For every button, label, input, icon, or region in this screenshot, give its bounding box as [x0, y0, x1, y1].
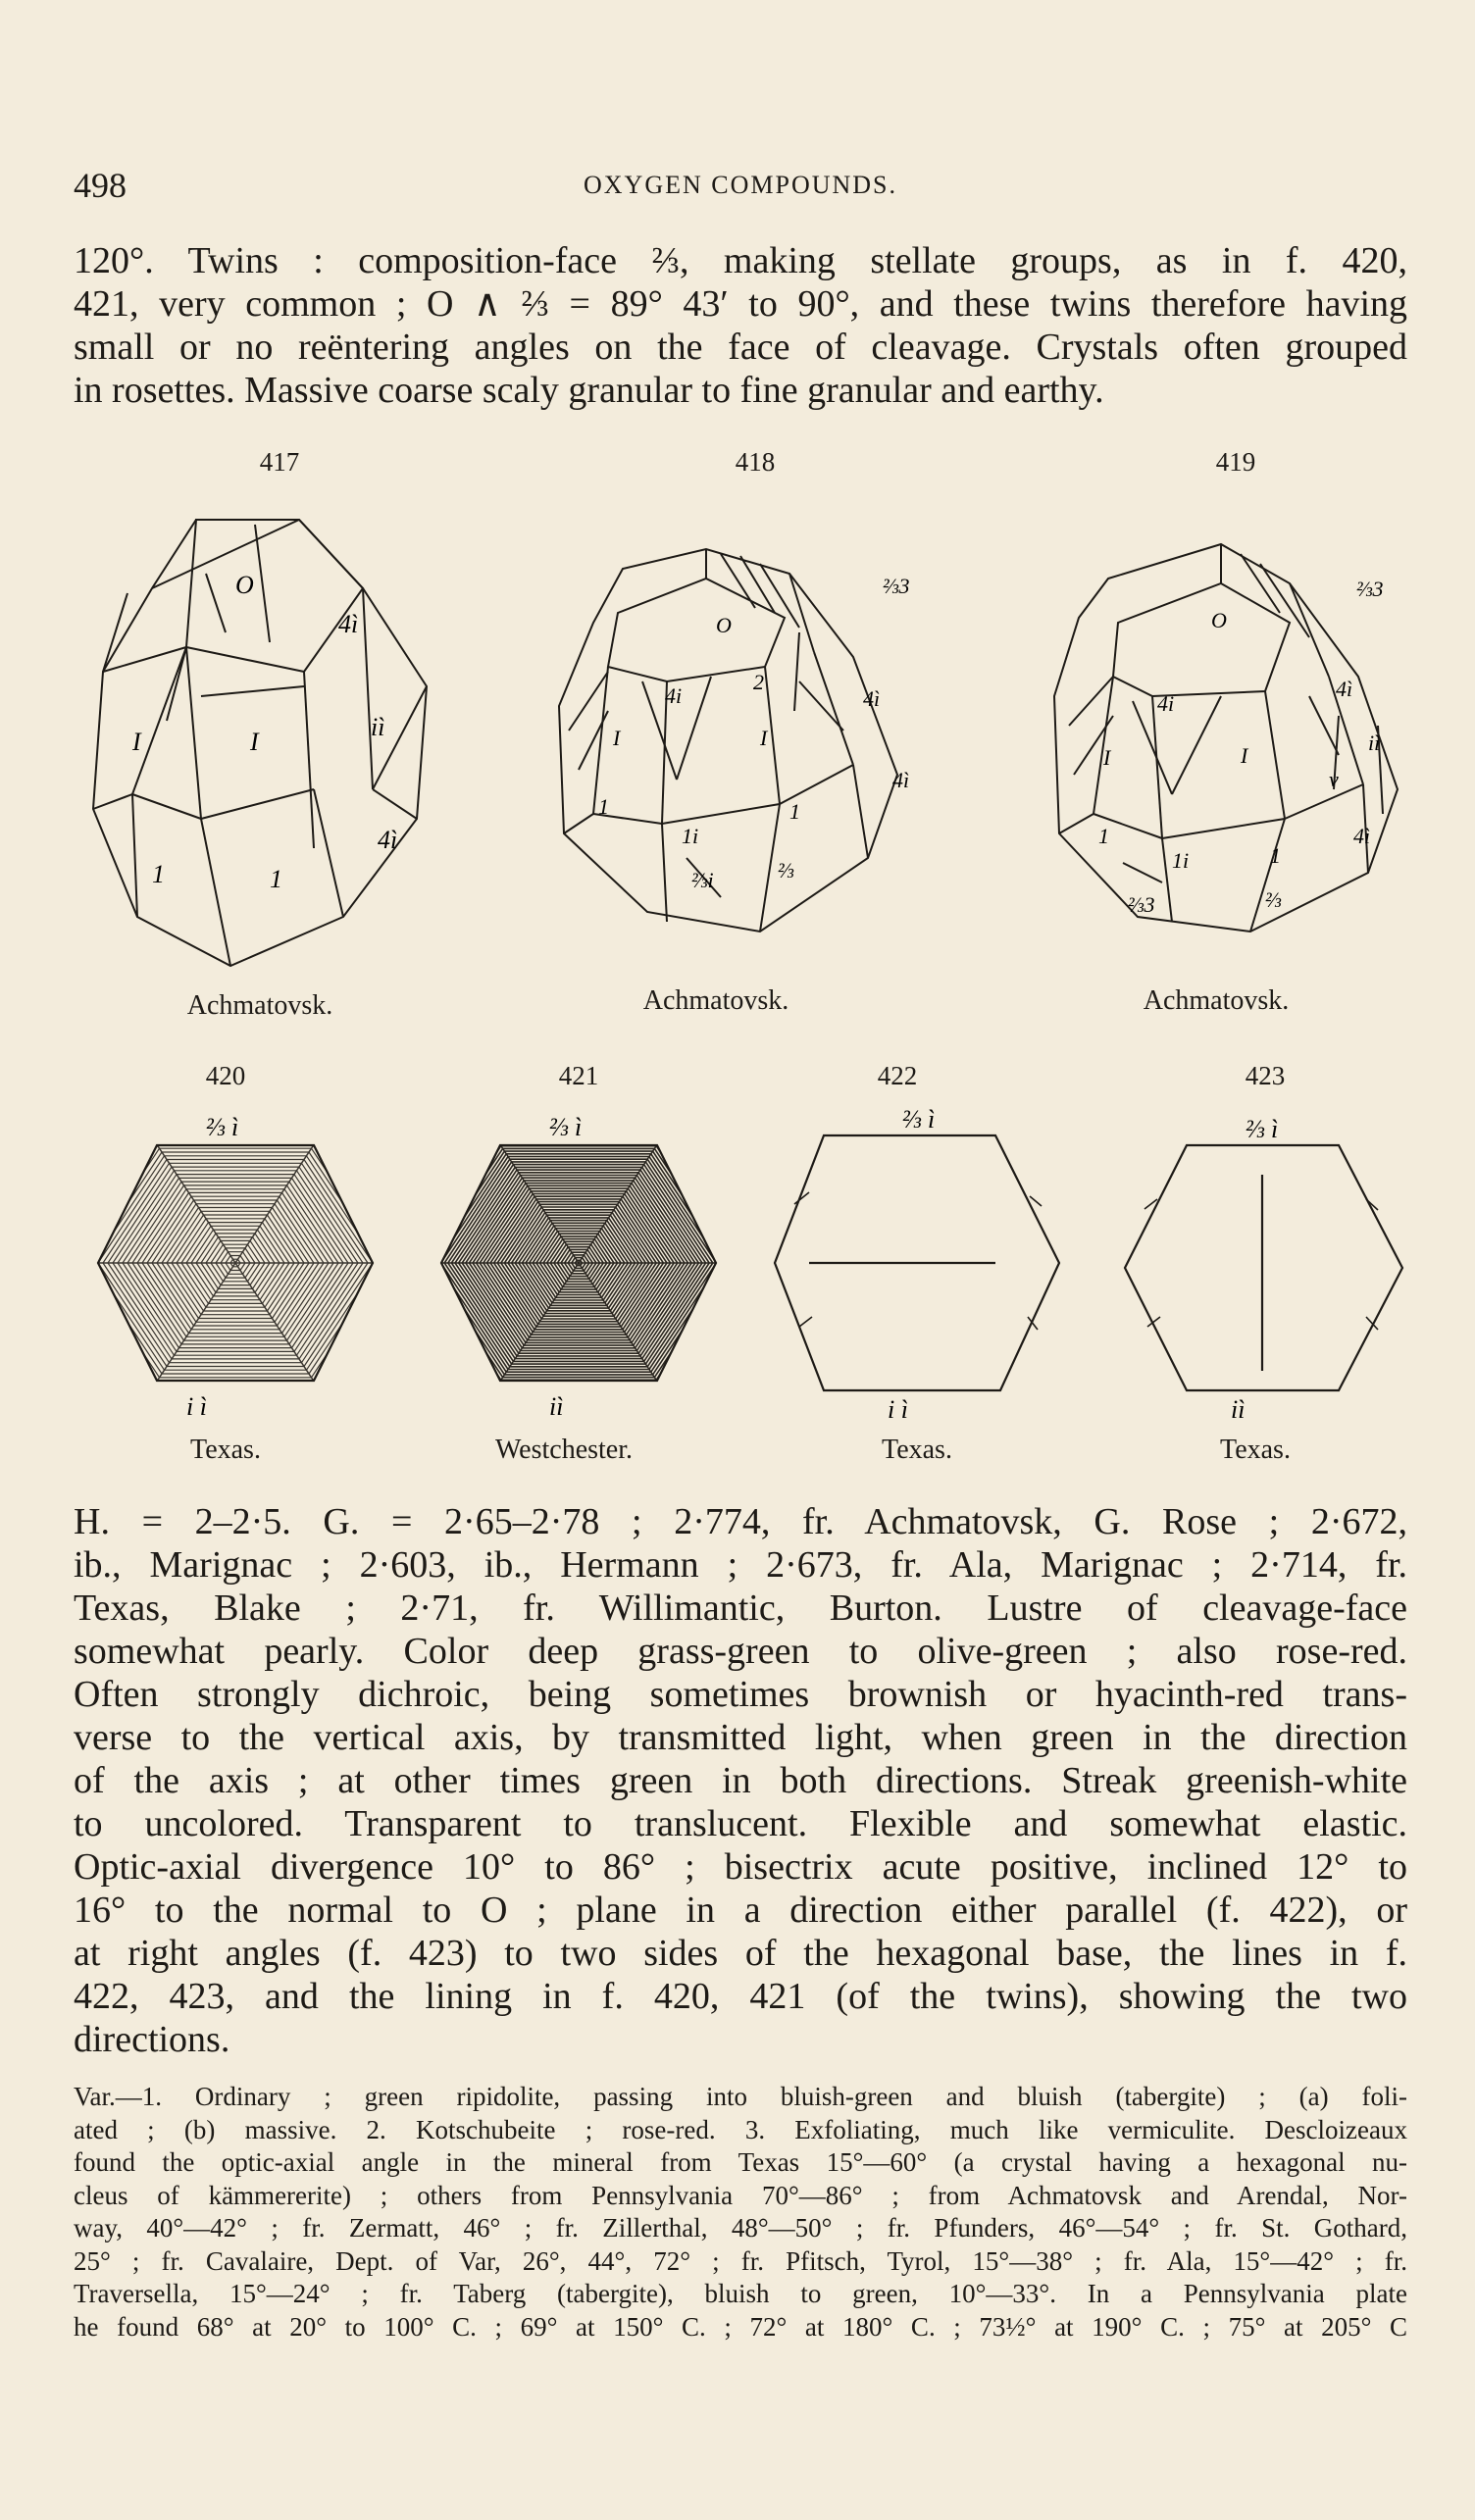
text-line: 120°. Twins : composition-face ⅔, making stellate groups, as in f. 420,: [74, 240, 1407, 281]
figure-caption: Achmatovsk.: [1143, 985, 1290, 1016]
face-label: 4ì: [378, 826, 398, 854]
face-label: I: [1103, 745, 1111, 770]
text-line: ated ; (b) massive. 2. Kotschubeite ; rose-red. 3. Exfoliating, much like vermiculite. Descloizeaux: [74, 2114, 1407, 2144]
face-label: iì: [371, 713, 385, 741]
face-label: 1: [1270, 843, 1281, 868]
face-label: 1: [270, 865, 282, 893]
figure-418-crystal: [549, 534, 912, 936]
face-label: ⅔: [778, 858, 794, 882]
main-paragraph: [74, 1500, 1407, 2061]
text-line: of the axis ; at other times green in both directions. Streak greenish-white: [74, 1760, 1407, 1801]
face-label: ⅔ ì: [206, 1113, 239, 1141]
text-line: found the optic-axial angle in the mineral from Texas 15°—60° (a crystal having a hexagonal nu-: [74, 2147, 1407, 2177]
face-label: 4ì: [892, 768, 910, 792]
face-label: O: [235, 571, 254, 599]
text-line: verse to the vertical axis, by transmitted light, when green in the direction: [74, 1717, 1407, 1758]
face-label: I: [760, 726, 768, 750]
face-label: iì: [1368, 731, 1381, 755]
figure-number: 417: [259, 447, 300, 477]
text-line: 25° ; fr. Cavalaire, Dept. of Var, 26°, 44°, 72° ; fr. Pfitsch, Tyrol, 15°—38° ; fr. Ala, 15°—42° ; fr.: [74, 2245, 1407, 2276]
face-label: 4ì: [1353, 824, 1371, 848]
figure-417-crystal: [78, 495, 441, 976]
text-line: he found 68° at 20° to 100° C. ; 69° at 150° C. ; 72° at 180° C. ; 73½° at 190° C. ; 75° at 205° C: [74, 2311, 1407, 2342]
text-line: H. = 2–2·5. G. = 2·65–2·78 ; 2·774, fr. Achmatovsk, G. Rose ; 2·672,: [74, 1501, 1407, 1542]
face-label: 2: [753, 670, 764, 694]
text-line: to uncolored. Transparent to translucent. Flexible and somewhat elastic.: [74, 1803, 1407, 1844]
face-label: 4ì: [863, 686, 881, 711]
face-label: ⅔i: [691, 868, 714, 892]
text-line: at right angles (f. 423) to two sides of the hexagonal base, the lines in f.: [74, 1933, 1407, 1974]
text-line: Optic-axial divergence 10° to 86° ; bisectrix acute positive, inclined 12° to: [74, 1846, 1407, 1888]
figure-number: 420: [205, 1061, 246, 1090]
text-line: small or no reëntering angles on the face of cleavage. Crystals often grouped: [74, 327, 1407, 368]
figure-421-twin-plate: [422, 1106, 736, 1430]
varieties-paragraph: [74, 2081, 1407, 2344]
text-line: 421, very common ; O ∧ ⅔ = 89° 43′ to 90°, and these twins therefore having: [74, 283, 1407, 325]
text-line: 422, 423, and the lining in f. 420, 421 (of the twins), showing the two: [74, 1976, 1407, 2017]
text-line: Often strongly dichroic, being sometimes brownish or hyacinth-red trans-: [74, 1674, 1407, 1715]
figure-caption: Texas.: [882, 1435, 952, 1465]
face-label: 1: [789, 799, 800, 824]
face-label: v: [1329, 767, 1339, 791]
face-label: 1i: [1172, 848, 1190, 873]
face-label: iì: [549, 1392, 564, 1421]
page-header: [74, 165, 1407, 204]
face-label: O: [1211, 608, 1227, 632]
figure-419-crystal: [1044, 529, 1407, 941]
figure-caption: Texas.: [190, 1435, 261, 1465]
text-line: way, 40°—42° ; fr. Zermatt, 46° ; fr. Zillerthal, 48°—50° ; fr. Pfunders, 46°—54° ; fr. St. Gothard,: [74, 2213, 1407, 2243]
running-title: OXYGEN COMPOUNDS.: [583, 171, 898, 199]
figure-423-plate: [1103, 1106, 1417, 1430]
face-label: 4ì: [338, 610, 359, 638]
text-line: Var.—1. Ordinary ; green ripidolite, passing into bluish-green and bluish (tabergite) ; (a) foli-: [74, 2082, 1407, 2111]
face-label: ⅔ ì: [549, 1113, 583, 1141]
face-label: i ì: [888, 1395, 908, 1424]
figure-number: 419: [1215, 447, 1256, 477]
text-line: cleus of kämmererite) ; others from Pennsylvania 70°—86° ; from Achmatovsk and Arendal, Nor-: [74, 2180, 1407, 2210]
text-line: ib., Marignac ; 2·603, ib., Hermann ; 2·673, fr. Ala, Marignac ; 2·714, fr.: [74, 1544, 1407, 1586]
face-label: ⅔ ì: [1246, 1115, 1279, 1143]
text-line: Texas, Blake ; 2·71, fr. Willimantic, Burton. Lustre of cleavage-face: [74, 1588, 1407, 1629]
figure-number: 423: [1245, 1061, 1286, 1090]
figure-caption: Westchester.: [494, 1435, 634, 1465]
figure-caption: Achmatovsk.: [186, 990, 333, 1021]
face-label: iì: [1231, 1395, 1246, 1424]
face-label: 1: [152, 860, 165, 888]
face-label: ⅔3: [883, 574, 910, 598]
face-label: 4ì: [1336, 677, 1353, 701]
face-label: I: [250, 728, 259, 756]
face-label: ⅔: [1265, 887, 1282, 912]
text-line: in rosettes. Massive coarse scaly granular to fine granular and earthy.: [74, 370, 1104, 411]
face-label: ⅔3: [1356, 577, 1384, 601]
face-label: I: [1241, 743, 1248, 768]
figure-number: 418: [735, 447, 776, 477]
face-label: i ì: [186, 1392, 207, 1421]
face-label: I: [132, 728, 141, 756]
face-label: 1i: [682, 824, 699, 848]
intro-paragraph: [74, 239, 1407, 412]
face-label: ⅔3: [1128, 892, 1155, 917]
figure-number: 422: [877, 1061, 918, 1090]
figure-caption: Achmatovsk.: [642, 985, 789, 1016]
face-label: 4i: [665, 683, 683, 708]
text-line: directions.: [74, 2019, 230, 2060]
face-label: 1: [598, 794, 609, 819]
text-line: somewhat pearly. Color deep grass-green to olive-green ; also rose-red.: [74, 1631, 1407, 1672]
figure-caption: Texas.: [1220, 1435, 1291, 1465]
face-label: ⅔ ì: [902, 1105, 936, 1134]
face-label: O: [716, 613, 732, 637]
page-number: 498: [74, 166, 127, 205]
face-label: 4i: [1157, 691, 1175, 716]
face-label: 1: [1098, 824, 1109, 848]
face-label: I: [613, 726, 621, 750]
figure-422-plate: [765, 1106, 1079, 1430]
text-line: Traversella, 15°—24° ; fr. Taberg (tabergite), bluish to green, 10°—33°. In a Pennsylvania plate: [74, 2279, 1407, 2308]
text-line: 16° to the normal to O ; plane in a direction either parallel (f. 422), or: [74, 1890, 1407, 1931]
figure-420-twin-plate: [78, 1106, 392, 1430]
figure-number: 421: [558, 1061, 599, 1090]
